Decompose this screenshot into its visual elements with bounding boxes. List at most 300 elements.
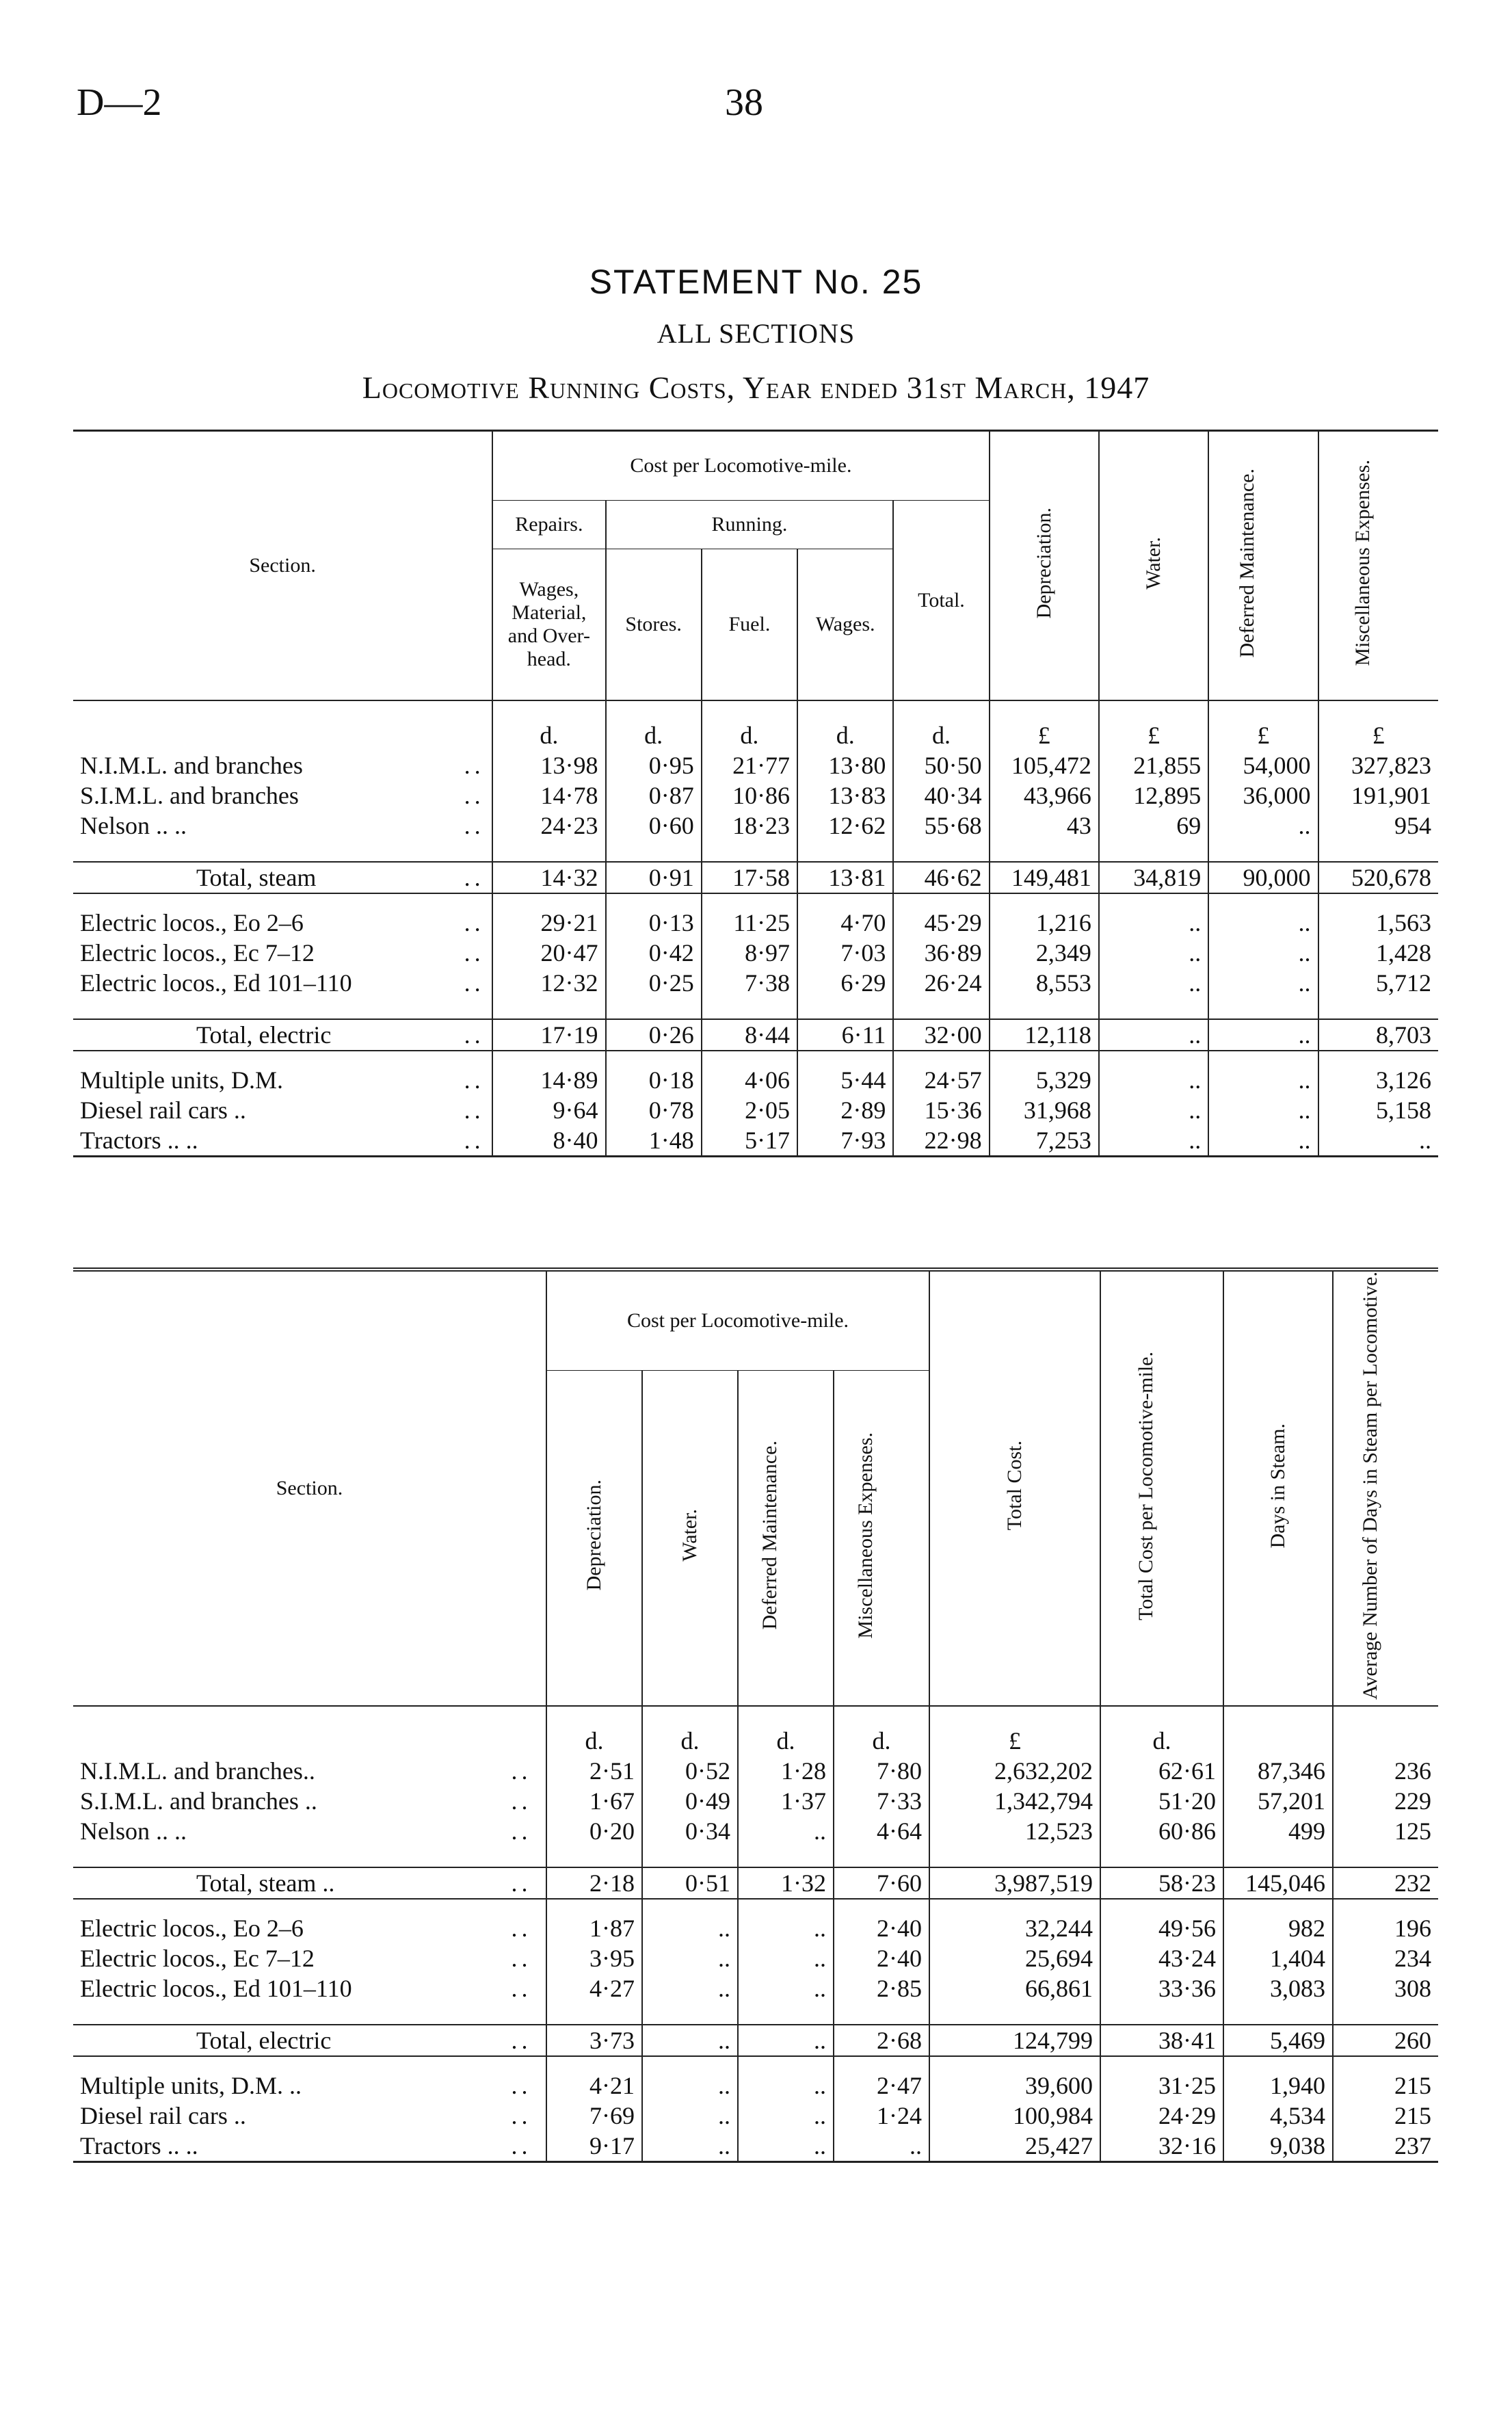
row-label: Electric locos., Ec 7–12: [80, 1944, 315, 1972]
running-costs-table: [73, 430, 1438, 1157]
unit-cell: [1333, 1706, 1438, 1756]
value-cell: 34,819: [1099, 862, 1208, 893]
row-label: Diesel rail cars ..: [80, 2101, 246, 2129]
table-row: [73, 2071, 1438, 2101]
value-cell: 57,201: [1223, 1786, 1333, 1816]
value-cell: 1,404: [1223, 1943, 1333, 1973]
value-cell: ..: [642, 1973, 738, 2003]
value-cell: 51·20: [1100, 1786, 1223, 1816]
value-cell: 43: [990, 811, 1099, 841]
row-label: Electric locos., Ed 101–110: [80, 1974, 352, 2002]
value-cell: 31·25: [1100, 2071, 1223, 2101]
value-cell: 0·60: [606, 811, 702, 841]
table-row: [73, 780, 1438, 811]
unit-cell: d.: [702, 700, 797, 750]
leader-dots: ..: [511, 2071, 532, 2099]
value-cell: 24·23: [492, 811, 605, 841]
fuel-header: Fuel.: [702, 549, 797, 701]
value-cell: 2·47: [834, 2071, 929, 2101]
value-cell: ..: [1099, 938, 1208, 968]
misc-header: Miscellaneous Expenses.: [1318, 431, 1438, 701]
value-cell: 0·25: [606, 968, 702, 998]
spacer-row: [73, 998, 1438, 1019]
value-cell: 58·23: [1100, 1867, 1223, 1899]
table-row: [73, 968, 1438, 998]
units-row: [73, 700, 1438, 750]
unit-cell: £: [990, 700, 1099, 750]
value-cell: ..: [1099, 908, 1208, 938]
value-cell: 36,000: [1208, 780, 1318, 811]
value-cell: ..: [1208, 1095, 1318, 1125]
value-cell: 2·18: [546, 1867, 642, 1899]
unit-cell: d.: [893, 700, 989, 750]
leader-dots: ..: [457, 862, 492, 893]
value-cell: 3·73: [546, 2025, 642, 2056]
unit-cell: d.: [1100, 1706, 1223, 1756]
value-cell: ..: [738, 1973, 834, 2003]
leader-dots: ..: [464, 1096, 485, 1124]
water-header: Water.: [642, 1370, 738, 1706]
value-cell: ..: [1318, 1125, 1438, 1157]
value-cell: 55·68: [893, 811, 989, 841]
leader-dots: ..: [511, 1944, 532, 1972]
unit-cell: [1223, 1706, 1333, 1756]
depreciation-header: Depreciation.: [990, 431, 1099, 701]
value-cell: 4·70: [797, 908, 893, 938]
value-cell: 234: [1333, 1943, 1438, 1973]
value-cell: 1,563: [1318, 908, 1438, 938]
value-cell: ..: [642, 1943, 738, 1973]
value-cell: 8,553: [990, 968, 1099, 998]
value-cell: 0·51: [642, 1867, 738, 1899]
leader-dots: ..: [464, 1066, 485, 1094]
deferred-header: Deferred Maintenance.: [1208, 431, 1318, 701]
value-cell: 13·81: [797, 862, 893, 893]
leader-dots: ..: [497, 1867, 546, 1899]
value-cell: 1,216: [990, 908, 1099, 938]
leader-dots: ..: [511, 1914, 532, 1942]
unit-cell: d.: [606, 700, 702, 750]
total-row: [73, 862, 1438, 893]
spacer-row: [73, 841, 1438, 862]
row-label: Total, steam: [73, 862, 457, 893]
stores-header: Stores.: [606, 549, 702, 701]
value-cell: 62·61: [1100, 1756, 1223, 1786]
unit-cell: d.: [546, 1706, 642, 1756]
value-cell: 8,703: [1318, 1019, 1438, 1051]
value-cell: 0·95: [606, 750, 702, 780]
table-row: [73, 1913, 1438, 1943]
row-label: N.I.M.L. and branches..: [80, 1757, 315, 1785]
row-label: Nelson .. ..: [80, 812, 187, 839]
value-cell: 4,534: [1223, 2101, 1333, 2131]
value-cell: 14·78: [492, 780, 605, 811]
value-cell: ..: [738, 2025, 834, 2056]
value-cell: 7·80: [834, 1756, 929, 1786]
water-header: Water.: [1099, 431, 1208, 701]
value-cell: 2·05: [702, 1095, 797, 1125]
value-cell: 0·34: [642, 1816, 738, 1846]
value-cell: 17·58: [702, 862, 797, 893]
total-header: Total.: [893, 501, 989, 701]
running-header: Running.: [606, 501, 894, 549]
value-cell: ..: [738, 2131, 834, 2162]
row-label: S.I.M.L. and branches ..: [80, 1787, 317, 1815]
value-cell: 38·41: [1100, 2025, 1223, 2056]
value-cell: 9·17: [546, 2131, 642, 2162]
row-label: Multiple units, D.M. ..: [80, 2071, 302, 2099]
leader-dots: ..: [464, 969, 485, 997]
value-cell: 124,799: [929, 2025, 1100, 2056]
value-cell: 14·32: [492, 862, 605, 893]
page-number: 38: [725, 81, 763, 124]
value-cell: 4·21: [546, 2071, 642, 2101]
unit-cell: £: [1099, 700, 1208, 750]
value-cell: 6·11: [797, 1019, 893, 1051]
separator-row: [73, 1051, 1438, 1065]
unit-cell: d.: [642, 1706, 738, 1756]
value-cell: ..: [738, 1943, 834, 1973]
value-cell: 1·37: [738, 1786, 834, 1816]
value-cell: 0·78: [606, 1095, 702, 1125]
value-cell: 191,901: [1318, 780, 1438, 811]
value-cell: 13·83: [797, 780, 893, 811]
value-cell: 25,694: [929, 1943, 1100, 1973]
leader-dots: ..: [497, 2025, 546, 2056]
table-row: [73, 938, 1438, 968]
leader-dots: ..: [511, 1757, 532, 1785]
leader-dots: ..: [464, 812, 485, 839]
depreciation-header: Depreciation.: [546, 1370, 642, 1706]
value-cell: 12,118: [990, 1019, 1099, 1051]
row-label: Multiple units, D.M.: [80, 1066, 284, 1094]
row-label: Nelson .. ..: [80, 1817, 187, 1845]
value-cell: 7·33: [834, 1786, 929, 1816]
value-cell: 49·56: [1100, 1913, 1223, 1943]
value-cell: 66,861: [929, 1973, 1100, 2003]
leader-dots: ..: [511, 1817, 532, 1845]
row-label: Total, electric: [73, 1019, 457, 1051]
value-cell: ..: [642, 2101, 738, 2131]
value-cell: 982: [1223, 1913, 1333, 1943]
value-cell: 1·28: [738, 1756, 834, 1786]
value-cell: 12,523: [929, 1816, 1100, 1846]
value-cell: 0·87: [606, 780, 702, 811]
value-cell: 0·91: [606, 862, 702, 893]
value-cell: 2·51: [546, 1756, 642, 1786]
value-cell: ..: [1099, 1065, 1208, 1095]
value-cell: 26·24: [893, 968, 989, 998]
value-cell: 46·62: [893, 862, 989, 893]
leader-dots: ..: [464, 939, 485, 967]
value-cell: 11·25: [702, 908, 797, 938]
cost-per-mile-header: Cost per Locomotive-mile.: [546, 1270, 929, 1370]
value-cell: 21·77: [702, 750, 797, 780]
value-cell: 9,038: [1223, 2131, 1333, 2162]
spacer-row: [73, 2003, 1438, 2025]
statement-title: STATEMENT No. 25: [589, 263, 923, 301]
value-cell: 105,472: [990, 750, 1099, 780]
value-cell: 5,469: [1223, 2025, 1333, 2056]
value-cell: 308: [1333, 1973, 1438, 2003]
value-cell: 32·16: [1100, 2131, 1223, 2162]
value-cell: 2,349: [990, 938, 1099, 968]
value-cell: 24·29: [1100, 2101, 1223, 2131]
leader-dots: ..: [464, 909, 485, 936]
value-cell: 18·23: [702, 811, 797, 841]
table-row: [73, 1973, 1438, 2003]
separator-row: [73, 893, 1438, 908]
value-cell: 3,126: [1318, 1065, 1438, 1095]
value-cell: 69: [1099, 811, 1208, 841]
leader-dots: ..: [497, 2131, 546, 2162]
value-cell: 520,678: [1318, 862, 1438, 893]
leader-dots: ..: [464, 782, 485, 809]
value-cell: 15·36: [893, 1095, 989, 1125]
value-cell: 1,428: [1318, 938, 1438, 968]
unit-cell: £: [1208, 700, 1318, 750]
table-row: [73, 1816, 1438, 1846]
value-cell: 0·13: [606, 908, 702, 938]
value-cell: 12,895: [1099, 780, 1208, 811]
value-cell: ..: [834, 2131, 929, 2162]
value-cell: ..: [1208, 1125, 1318, 1157]
value-cell: 43·24: [1100, 1943, 1223, 1973]
units-row: [73, 1706, 1438, 1756]
value-cell: 5·44: [797, 1065, 893, 1095]
total-row: [73, 1867, 1438, 1899]
value-cell: 1·67: [546, 1786, 642, 1816]
unit-cell: d.: [492, 700, 605, 750]
value-cell: ..: [1099, 968, 1208, 998]
separator-row: [73, 1899, 1438, 1913]
value-cell: ..: [1208, 938, 1318, 968]
value-cell: 4·06: [702, 1065, 797, 1095]
value-cell: 149,481: [990, 862, 1099, 893]
value-cell: 13·98: [492, 750, 605, 780]
value-cell: 32·00: [893, 1019, 989, 1051]
value-cell: ..: [1208, 968, 1318, 998]
value-cell: 100,984: [929, 2101, 1100, 2131]
table-row: [73, 908, 1438, 938]
row-label: Tractors .. ..: [73, 1125, 457, 1157]
value-cell: 7·38: [702, 968, 797, 998]
value-cell: 10·86: [702, 780, 797, 811]
table-row: [73, 2101, 1438, 2131]
value-cell: 1·32: [738, 1867, 834, 1899]
value-cell: 236: [1333, 1756, 1438, 1786]
value-cell: 13·80: [797, 750, 893, 780]
value-cell: ..: [738, 1816, 834, 1846]
value-cell: 4·64: [834, 1816, 929, 1846]
unit-cell: £: [929, 1706, 1100, 1756]
row-label: Total, electric: [73, 2025, 497, 2056]
value-cell: 8·97: [702, 938, 797, 968]
table-row: [73, 2131, 1438, 2162]
value-cell: 87,346: [1223, 1756, 1333, 1786]
row-label: Total, steam ..: [73, 1867, 497, 1899]
leader-dots: ..: [511, 1974, 532, 2002]
table-row: [73, 750, 1438, 780]
col-section-header: Section.: [276, 1476, 343, 1499]
value-cell: 1·48: [606, 1125, 702, 1157]
deferred-header: Deferred Maintenance.: [738, 1370, 834, 1706]
row-label: S.I.M.L. and branches: [80, 782, 299, 809]
repairs-header: Repairs.: [492, 501, 605, 549]
value-cell: ..: [642, 2071, 738, 2101]
value-cell: 499: [1223, 1816, 1333, 1846]
value-cell: 5,158: [1318, 1095, 1438, 1125]
value-cell: 6·29: [797, 968, 893, 998]
value-cell: 36·89: [893, 938, 989, 968]
table-row: [73, 1125, 1438, 1157]
table-heading: Locomotive Running Costs, Year ended 31st March, 1947: [362, 370, 1150, 405]
value-cell: 33·36: [1100, 1973, 1223, 2003]
value-cell: 8·40: [492, 1125, 605, 1157]
avg-days-header: Average Number of Days in Steam per Locomotive.: [1333, 1270, 1438, 1706]
value-cell: 327,823: [1318, 750, 1438, 780]
value-cell: 0·52: [642, 1756, 738, 1786]
value-cell: ..: [1208, 1065, 1318, 1095]
table-row: [73, 1095, 1438, 1125]
value-cell: ..: [642, 2025, 738, 2056]
value-cell: 2,632,202: [929, 1756, 1100, 1786]
separator-row: [73, 2056, 1438, 2071]
value-cell: 54,000: [1208, 750, 1318, 780]
value-cell: 29·21: [492, 908, 605, 938]
value-cell: 12·32: [492, 968, 605, 998]
row-label: Electric locos., Eo 2–6: [80, 1914, 304, 1942]
unit-cell: d.: [738, 1706, 834, 1756]
value-cell: 12·62: [797, 811, 893, 841]
value-cell: ..: [642, 2131, 738, 2162]
value-cell: 1·87: [546, 1913, 642, 1943]
value-cell: ..: [1208, 1019, 1318, 1051]
value-cell: ..: [642, 1913, 738, 1943]
value-cell: 954: [1318, 811, 1438, 841]
value-cell: 229: [1333, 1786, 1438, 1816]
value-cell: ..: [1208, 811, 1318, 841]
row-label: Electric locos., Ed 101–110: [80, 969, 352, 997]
leader-dots: ..: [511, 2101, 532, 2129]
value-cell: 0·26: [606, 1019, 702, 1051]
value-cell: 2·85: [834, 1973, 929, 2003]
unit-cell: d.: [797, 700, 893, 750]
value-cell: 2·89: [797, 1095, 893, 1125]
value-cell: 2·68: [834, 2025, 929, 2056]
value-cell: 125: [1333, 1816, 1438, 1846]
leader-dots: ..: [464, 752, 485, 779]
value-cell: ..: [1099, 1095, 1208, 1125]
leader-dots: ..: [511, 1787, 532, 1815]
value-cell: 45·29: [893, 908, 989, 938]
unit-cell: d.: [834, 1706, 929, 1756]
value-cell: ..: [1208, 908, 1318, 938]
row-label: Electric locos., Ec 7–12: [80, 939, 315, 967]
value-cell: 5,712: [1318, 968, 1438, 998]
value-cell: 40·34: [893, 780, 989, 811]
value-cell: 17·19: [492, 1019, 605, 1051]
value-cell: ..: [1099, 1019, 1208, 1051]
col-section-header: Section.: [249, 554, 316, 577]
spacer-row: [73, 1846, 1438, 1867]
value-cell: 4·27: [546, 1973, 642, 2003]
value-cell: 2·40: [834, 1943, 929, 1973]
value-cell: 60·86: [1100, 1816, 1223, 1846]
leader-dots: ..: [457, 1125, 492, 1157]
value-cell: 50·50: [893, 750, 989, 780]
value-cell: 1,940: [1223, 2071, 1333, 2101]
value-cell: ..: [1099, 1125, 1208, 1157]
wages-material-header: Wages, Material, and Over-head.: [492, 549, 605, 701]
value-cell: 20·47: [492, 938, 605, 968]
value-cell: 39,600: [929, 2071, 1100, 2101]
row-label: N.I.M.L. and branches: [80, 752, 303, 779]
value-cell: 22·98: [893, 1125, 989, 1157]
value-cell: 32,244: [929, 1913, 1100, 1943]
wages-header: Wages.: [797, 549, 893, 701]
value-cell: 215: [1333, 2101, 1438, 2131]
table-row: [73, 1786, 1438, 1816]
cost-per-mile-header: Cost per Locomotive-mile.: [492, 431, 989, 501]
value-cell: 3·95: [546, 1943, 642, 1973]
sections-subtitle: ALL SECTIONS: [656, 318, 856, 349]
table-row: [73, 1065, 1438, 1095]
value-cell: ..: [738, 2071, 834, 2101]
table-row: [73, 1943, 1438, 1973]
value-cell: 5·17: [702, 1125, 797, 1157]
table-row: [73, 811, 1438, 841]
total-costs-table: [73, 1267, 1438, 2163]
value-cell: 7·03: [797, 938, 893, 968]
unit-cell: £: [1318, 700, 1438, 750]
value-cell: ..: [738, 1913, 834, 1943]
leader-dots: ..: [457, 1019, 492, 1051]
table-row: [73, 1756, 1438, 1786]
value-cell: 9·64: [492, 1095, 605, 1125]
row-label: Diesel rail cars ..: [80, 1096, 246, 1124]
value-cell: 1·24: [834, 2101, 929, 2131]
value-cell: 1,342,794: [929, 1786, 1100, 1816]
value-cell: 0·20: [546, 1816, 642, 1846]
value-cell: 7·69: [546, 2101, 642, 2131]
value-cell: 0·18: [606, 1065, 702, 1095]
value-cell: 7·60: [834, 1867, 929, 1899]
value-cell: 232: [1333, 1867, 1438, 1899]
value-cell: 31,968: [990, 1095, 1099, 1125]
value-cell: 25,427: [929, 2131, 1100, 2162]
value-cell: 196: [1333, 1913, 1438, 1943]
value-cell: ..: [738, 2101, 834, 2131]
value-cell: 3,083: [1223, 1973, 1333, 2003]
value-cell: 0·49: [642, 1786, 738, 1816]
value-cell: 215: [1333, 2071, 1438, 2101]
row-label: Electric locos., Eo 2–6: [80, 909, 304, 936]
value-cell: 3,987,519: [929, 1867, 1100, 1899]
value-cell: 260: [1333, 2025, 1438, 2056]
value-cell: 43,966: [990, 780, 1099, 811]
value-cell: 8·44: [702, 1019, 797, 1051]
value-cell: 0·42: [606, 938, 702, 968]
value-cell: 2·40: [834, 1913, 929, 1943]
value-cell: 5,329: [990, 1065, 1099, 1095]
total-cost-per-mile-header: Total Cost per Locomotive-mile.: [1100, 1270, 1223, 1706]
value-cell: 7·93: [797, 1125, 893, 1157]
value-cell: 90,000: [1208, 862, 1318, 893]
value-cell: 24·57: [893, 1065, 989, 1095]
total-row: [73, 1019, 1438, 1051]
value-cell: 145,046: [1223, 1867, 1333, 1899]
